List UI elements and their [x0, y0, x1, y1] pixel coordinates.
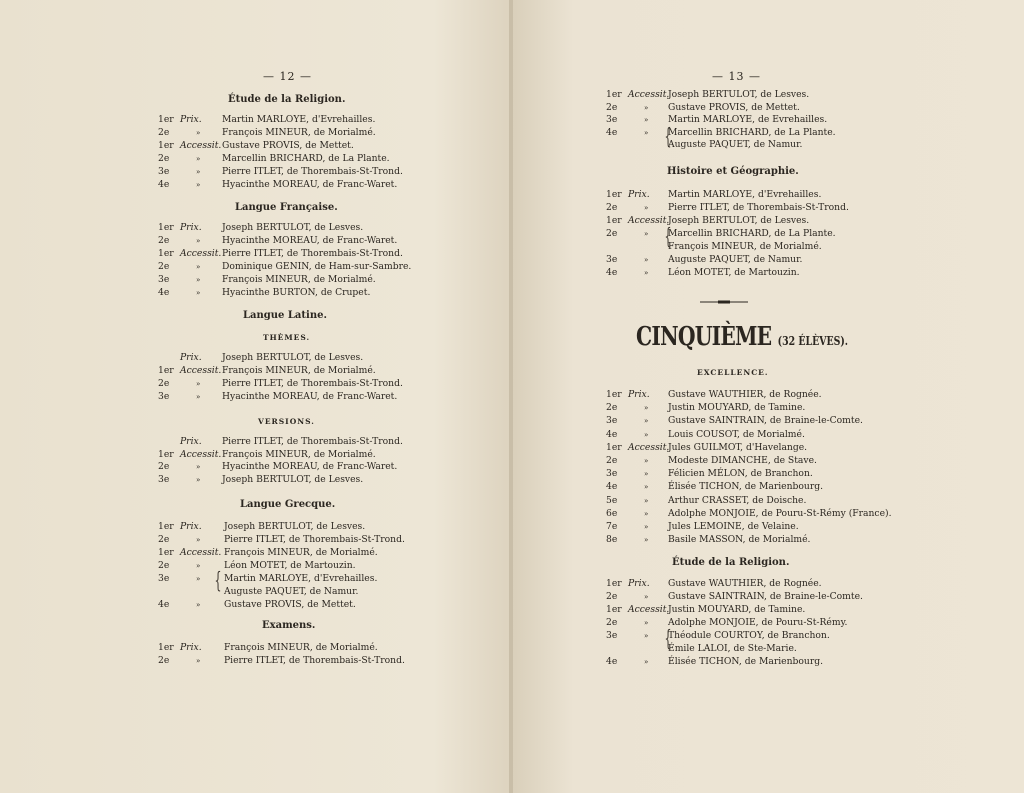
rank-label: 4e — [606, 126, 618, 138]
prize-label: » — [196, 657, 201, 665]
student-name: Pierre ITLET, de Thorembais-St-Trond. — [222, 248, 403, 259]
student-name: Joseph BERTULOT, de Lesves. — [668, 89, 810, 100]
prize-label: Prix. — [180, 222, 202, 233]
prize-label: » — [644, 536, 649, 545]
rank-label: 2e — [158, 461, 170, 472]
brace: { — [664, 225, 672, 250]
brace: { — [214, 569, 222, 594]
student-name: Hyacinthe MOREAU, de Franc-Waret. — [222, 391, 398, 402]
prize-label: Accessit. — [628, 215, 670, 226]
rank-label: 1er — [606, 89, 622, 100]
section-title-religion-cinquieme: Étude de la Religion. — [672, 557, 790, 568]
rank-label: 2e — [606, 101, 618, 113]
prize-label: » — [196, 129, 201, 137]
prize-label: Prix. — [180, 521, 202, 532]
prize-label: » — [196, 237, 201, 245]
student-name: Hyacinthe MOREAU, de Franc-Waret. — [222, 179, 398, 190]
student-name: Léon MOTET, de Martouzin. — [224, 560, 356, 571]
prize-label: » — [644, 256, 649, 264]
rank-label: 3e — [158, 391, 170, 402]
rank-label: 1er — [606, 189, 622, 200]
rank-label: 2e — [606, 402, 618, 414]
rank-label: 8e — [606, 534, 618, 546]
student-name: François MINEUR, de Morialmé. — [222, 448, 376, 460]
prize-label: » — [196, 181, 201, 189]
rank-label: 3e — [158, 166, 170, 177]
student-name: Marcellin BRICHARD, de La Plante. — [668, 126, 836, 138]
prize-label: » — [196, 575, 201, 583]
student-name: Félicien MÉLON, de Branchon. — [668, 468, 813, 480]
student-name: Auguste PAQUET, de Namur. — [668, 139, 803, 150]
rank-label: 1er — [158, 521, 174, 532]
prize-label: » — [196, 475, 201, 484]
rank-label: 6e — [606, 507, 618, 519]
section-title-examens: Examens. — [262, 620, 316, 631]
student-name: Gustave PROVIS, de Mettet. — [224, 599, 356, 610]
student-name: Pierre ITLET, de Thorembais-St-Trond. — [224, 534, 405, 545]
rank-label: 1er — [606, 578, 622, 589]
student-name: Joseph BERTULOT, de Lesves. — [222, 352, 364, 363]
prize-label: Prix. — [180, 114, 202, 125]
prize-label: » — [644, 116, 649, 124]
prize-label: » — [644, 128, 649, 137]
prize-label: » — [644, 632, 649, 640]
rank-label: 2e — [158, 534, 170, 545]
prize-label: » — [196, 562, 201, 570]
section-title-francaise: Langue Française. — [235, 202, 338, 213]
prize-label: » — [196, 276, 201, 284]
prize-label: Accessit. — [180, 140, 222, 151]
rank-label: 5e — [606, 494, 618, 506]
prize-label: Prix. — [180, 436, 202, 447]
student-name: Martin MARLOYE, d'Evrehailles. — [222, 114, 376, 125]
rank-label: 2e — [158, 378, 170, 389]
rank-label: 1er — [158, 547, 174, 558]
prize-label: » — [644, 483, 649, 492]
prize-label: » — [644, 509, 649, 518]
student-name: Adolphe MONJOIE, de Pouru-St-Rémy. — [668, 617, 848, 628]
rank-label: 2e — [606, 617, 618, 628]
rank-label: 3e — [606, 468, 618, 480]
student-name: Gustave SAINTRAIN, de Braine-le-Comte. — [668, 591, 863, 602]
rank-label: 2e — [606, 202, 618, 213]
student-name: Pierre ITLET, de Thorembais-St-Trond. — [222, 378, 403, 389]
rank-label: 1er — [158, 365, 174, 376]
prize-label: » — [644, 470, 649, 479]
prize-label: » — [196, 536, 201, 544]
page-number-right: — 13 — — [712, 70, 761, 83]
rank-label: 4e — [606, 481, 618, 493]
section-title-grecque: Langue Grecque. — [240, 499, 336, 510]
student-name: Léon MOTET, de Martouzin. — [668, 267, 800, 278]
section-title-religion: Étude de la Religion. — [228, 94, 346, 105]
student-name: Gustave SAINTRAIN, de Braine-le-Comte. — [668, 415, 863, 427]
rank-label: 4e — [158, 287, 170, 298]
brace: { — [664, 627, 672, 652]
prize-label: » — [196, 289, 201, 297]
student-name: Gustave PROVIS, de Mettet. — [222, 140, 354, 151]
rank-label: 2e — [158, 127, 170, 138]
prize-label: » — [644, 430, 649, 439]
prize-label: Accessit. — [628, 89, 670, 100]
prize-label: » — [644, 404, 649, 413]
rank-label: 2e — [158, 153, 170, 164]
rank-label: 3e — [606, 415, 618, 427]
rank-label: 2e — [606, 591, 618, 602]
prize-label: » — [644, 523, 649, 531]
rank-label: 2e — [606, 455, 618, 466]
rank-label: 1er — [606, 441, 622, 453]
student-name: Jules LEMOINE, de Velaine. — [668, 521, 799, 532]
rank-label: 1er — [158, 642, 174, 653]
prize-label: » — [644, 658, 649, 666]
student-name: François MINEUR, de Morialmé. — [668, 241, 822, 252]
student-name: Théodule COURTOY, de Branchon. — [668, 630, 830, 641]
rank-label: 1er — [158, 140, 174, 151]
prize-label: Accessit. — [180, 248, 222, 259]
student-name: Marcellin BRICHARD, de La Plante. — [222, 153, 390, 164]
rank-label: 2e — [158, 235, 170, 246]
student-name: François MINEUR, de Morialmé. — [222, 127, 376, 138]
subsection-themes: THÈMES. — [263, 333, 311, 342]
student-name: Élisée TICHON, de Marienbourg. — [668, 656, 824, 667]
rank-label: 2e — [158, 261, 170, 272]
rank-label: 1er — [158, 114, 174, 125]
student-name: Hyacinthe BURTON, de Crupet. — [222, 287, 371, 298]
prize-label: Prix. — [628, 389, 650, 400]
student-name: Gustave WAUTHIER, de Rognée. — [668, 389, 822, 400]
student-name: Justin MOUYARD, de Tamine. — [668, 402, 806, 414]
student-name: François MINEUR, de Morialmé. — [224, 547, 378, 558]
gutter — [509, 0, 513, 793]
rank-label: 4e — [606, 267, 618, 278]
rank-label: 2e — [158, 560, 170, 571]
section-title-histoire: Histoire et Géographie. — [667, 166, 799, 177]
prize-label: » — [644, 103, 649, 112]
student-name: Joseph BERTULOT, de Lesves. — [222, 473, 364, 485]
prize-label: » — [644, 230, 649, 238]
prize-label: Accessit. — [180, 365, 222, 376]
prize-label: » — [644, 417, 649, 426]
prize-label: Accessit. — [180, 547, 222, 558]
rank-label: 2e — [606, 228, 618, 239]
student-name: François MINEUR, de Morialmé. — [222, 274, 376, 285]
brace: { — [664, 125, 672, 150]
student-name: Modeste DIMANCHE, de Stave. — [668, 455, 817, 466]
prize-label: » — [644, 593, 649, 601]
prize-label: Accessit. — [180, 448, 222, 460]
class-count: (32 ÉLÈVES). — [777, 334, 849, 348]
rank-label: 2e — [158, 655, 170, 666]
student-name: Martin MARLOYE, de Evrehailles. — [668, 114, 828, 125]
student-name: Pierre ITLET, de Thorembais-St-Trond. — [668, 202, 849, 213]
ornament-divider — [700, 300, 748, 304]
prize-label: » — [644, 457, 649, 465]
prize-label: » — [644, 496, 649, 505]
student-name: Dominique GENIN, de Ham-sur-Sambre. — [222, 261, 412, 272]
prize-label: Accessit. — [628, 441, 670, 453]
prize-label: Prix. — [628, 578, 650, 589]
student-name: Hyacinthe MOREAU, de Franc-Waret. — [222, 461, 398, 472]
rank-label: 1er — [606, 389, 622, 400]
prize-label: Prix. — [628, 189, 650, 200]
student-name: Gustave WAUTHIER, de Rognée. — [668, 578, 822, 589]
class-title-text: CINQUIÈME — [636, 322, 772, 352]
student-name: Joseph BERTULOT, de Lesves. — [668, 215, 810, 226]
student-name: Martin MARLOYE, d'Evrehailles. — [224, 573, 378, 584]
student-name: Louis COUSOT, de Morialmé. — [668, 428, 805, 440]
rank-label: 3e — [158, 473, 170, 485]
prize-label: » — [644, 269, 649, 277]
rank-label: 3e — [158, 573, 170, 584]
rank-label: 4e — [606, 656, 618, 667]
student-name: Pierre ITLET, de Thorembais-St-Trond. — [222, 166, 403, 177]
student-name: Joseph BERTULOT, de Lesves. — [222, 222, 364, 233]
prize-label: Prix. — [180, 352, 202, 363]
subsection-excellence: EXCELLENCE. — [697, 368, 769, 377]
student-name: Pierre ITLET, de Thorembais-St-Trond. — [222, 436, 403, 447]
section-title-latine: Langue Latine. — [243, 310, 327, 321]
student-name: Basile MASSON, de Morialmé. — [668, 534, 811, 546]
prize-label: » — [196, 393, 201, 401]
page-number-left: — 12 — — [263, 70, 312, 83]
rank-label: 1er — [606, 604, 622, 615]
prize-label: Prix. — [180, 642, 202, 653]
student-name: Adolphe MONJOIE, de Pouru-St-Rémy (France). — [668, 507, 892, 519]
prize-label: Accessit. — [628, 604, 670, 615]
rank-label: 7e — [606, 521, 618, 532]
student-name: Jules GUILMOT, d'Havelange. — [668, 441, 808, 453]
rank-label: 1er — [158, 222, 174, 233]
rank-label: 3e — [606, 254, 618, 265]
student-name: Gustave PROVIS, de Mettet. — [668, 101, 800, 113]
prize-label: » — [196, 168, 201, 176]
student-name: Martin MARLOYE, d'Evrehailles. — [668, 189, 822, 200]
rank-label: 4e — [158, 599, 170, 610]
student-name: Émile LALOI, de Ste-Marie. — [668, 643, 797, 654]
class-title — [636, 322, 848, 352]
prize-label: » — [644, 204, 649, 212]
rank-label: 1er — [158, 448, 174, 460]
prize-label: » — [196, 380, 201, 388]
prize-label: » — [196, 463, 201, 471]
rank-label: 1er — [606, 215, 622, 226]
student-name: François MINEUR, de Morialmé. — [224, 642, 378, 653]
rank-label: 3e — [606, 114, 618, 125]
prize-label: » — [644, 619, 649, 627]
rank-label: 4e — [158, 179, 170, 190]
prize-label: » — [196, 155, 201, 163]
subsection-versions: VERSIONS. — [258, 417, 315, 426]
student-name: Auguste PAQUET, de Namur. — [668, 254, 803, 265]
rank-label: 1er — [158, 248, 174, 259]
student-name: Joseph BERTULOT, de Lesves. — [224, 521, 366, 532]
student-name: François MINEUR, de Morialmé. — [222, 365, 376, 376]
student-name: Justin MOUYARD, de Tamine. — [668, 604, 806, 615]
student-name: Arthur CRASSET, de Doische. — [668, 494, 807, 506]
student-name: Marcellin BRICHARD, de La Plante. — [668, 228, 836, 239]
student-name: Hyacinthe MOREAU, de Franc-Waret. — [222, 235, 398, 246]
student-name: Élisée TICHON, de Marienbourg. — [668, 481, 824, 493]
student-name: Pierre ITLET, de Thorembais-St-Trond. — [224, 655, 405, 666]
student-name: Auguste PAQUET, de Namur. — [224, 586, 359, 597]
rank-label: 3e — [158, 274, 170, 285]
prize-label: » — [196, 263, 201, 271]
rank-label: 4e — [606, 428, 618, 440]
prize-label: » — [196, 601, 201, 609]
rank-label: 3e — [606, 630, 618, 641]
